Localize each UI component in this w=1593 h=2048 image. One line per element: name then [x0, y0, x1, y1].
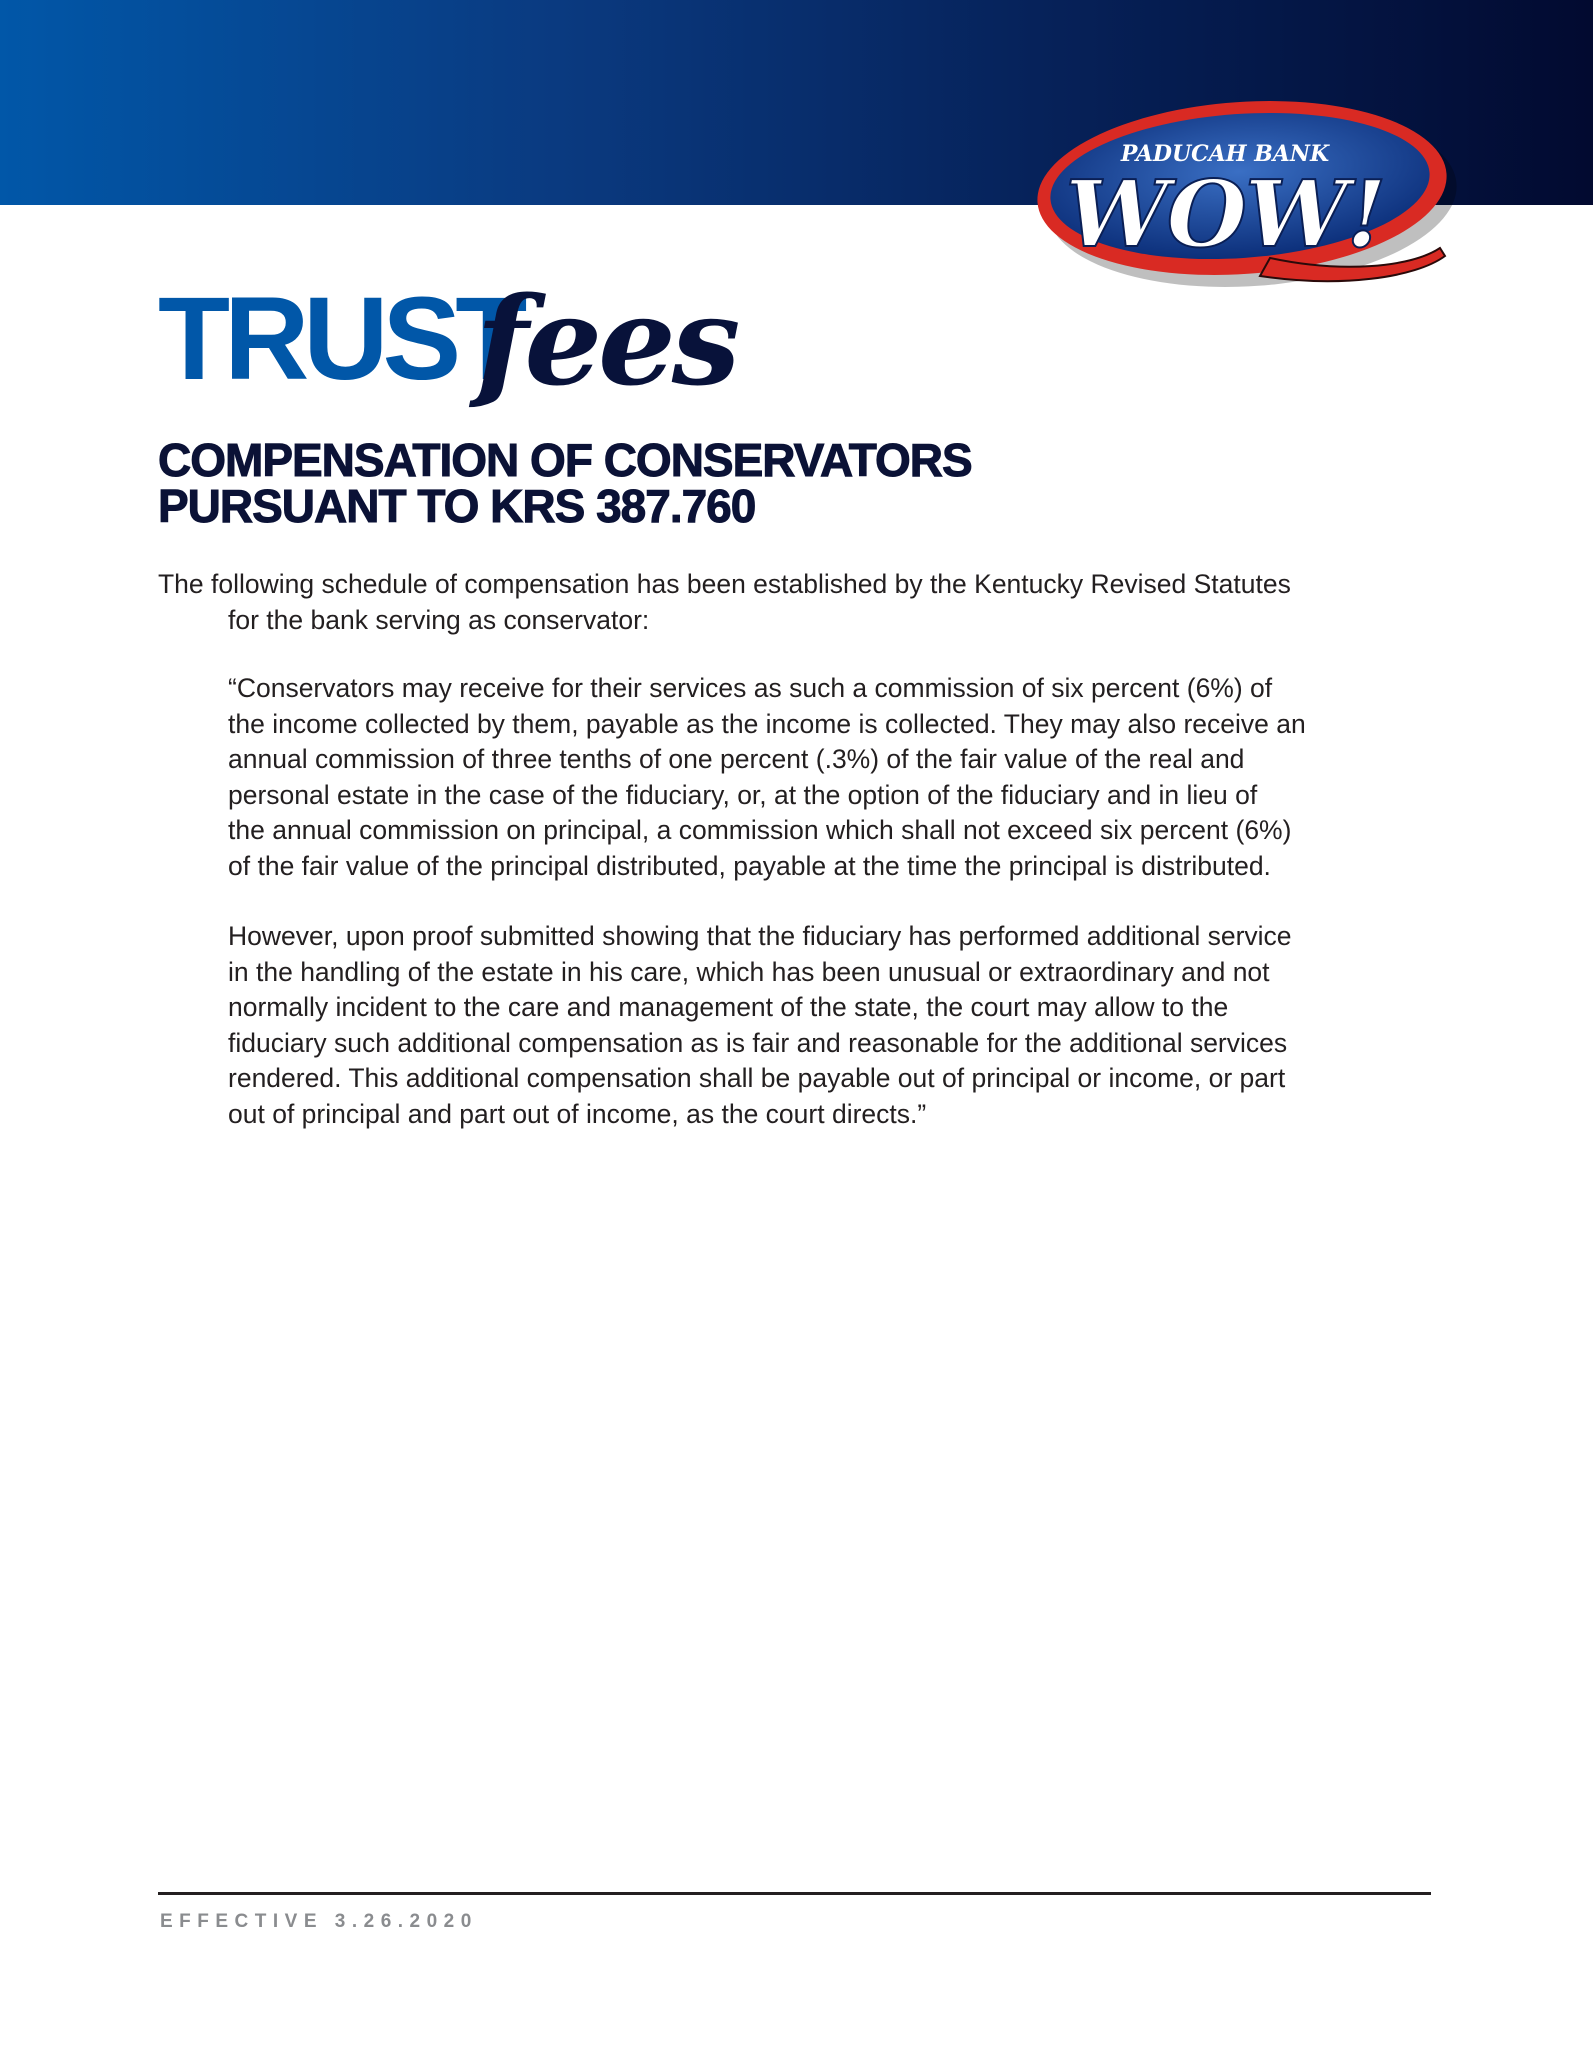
heading-line-2: PURSUANT TO KRS 387.760 [158, 480, 756, 532]
logo-bank-name: PADUCAH BANK [1120, 141, 1330, 167]
quote-line: in the handling of the estate in his care, which has been unusual or extraordinary and not [228, 956, 1270, 987]
title-trust: TRUST [158, 273, 522, 405]
effective-date: EFFECTIVE 3.26.2020 [160, 1911, 478, 1932]
intro-line-2: for the bank serving as conservator: [228, 605, 650, 635]
quote-paragraph-1 [228, 671, 1368, 884]
intro-paragraph [158, 566, 1358, 638]
heading-line-1: COMPENSATION OF CONSERVATORS [158, 434, 972, 486]
footer-divider [158, 1892, 1431, 1895]
quote-line: the annual commission on principal, a commission which shall not exceed six percent (6%) [228, 815, 1292, 845]
quote-line: fiduciary such additional compensation as is fair and reasonable for the additional services [228, 1027, 1288, 1058]
quote-line: personal estate in the case of the fiduciary, or, at the option of the fiduciary and in lieu of [228, 779, 1258, 810]
logo-wordmark: WOW! [1065, 160, 1385, 268]
intro-line-1: The following schedule of compensation has been established by the Kentucky Revised Statutes [158, 569, 1291, 599]
quote-line: the income collected by them, payable as the income is collected. They may also receive an [228, 708, 1306, 739]
quote-paragraph-2 [228, 919, 1368, 1132]
section-heading [158, 434, 1158, 532]
title-fees: fees [476, 269, 737, 413]
quote-line: normally incident to the care and management of the state, the court may allow to the [228, 992, 1229, 1022]
document-title [158, 269, 858, 420]
quote-line: annual commission of three tenths of one percent (.3%) of the fair value of the real and [228, 744, 1245, 774]
quote-line: of the fair value of the principal distributed, payable at the time the principal is distributed. [228, 850, 1271, 881]
quote-line: rendered. This additional compensation shall be payable out of principal or income, or part [228, 1063, 1286, 1093]
quote-line: However, upon proof submitted showing that the fiduciary has performed additional service [228, 921, 1292, 951]
quote-line: out of principal and part out of income, as the court directs.” [228, 1098, 927, 1129]
paducah-bank-wow-logo [1020, 98, 1470, 338]
quote-line: “Conservators may receive for their services as such a commission of six percent (6%) of [228, 673, 1273, 703]
